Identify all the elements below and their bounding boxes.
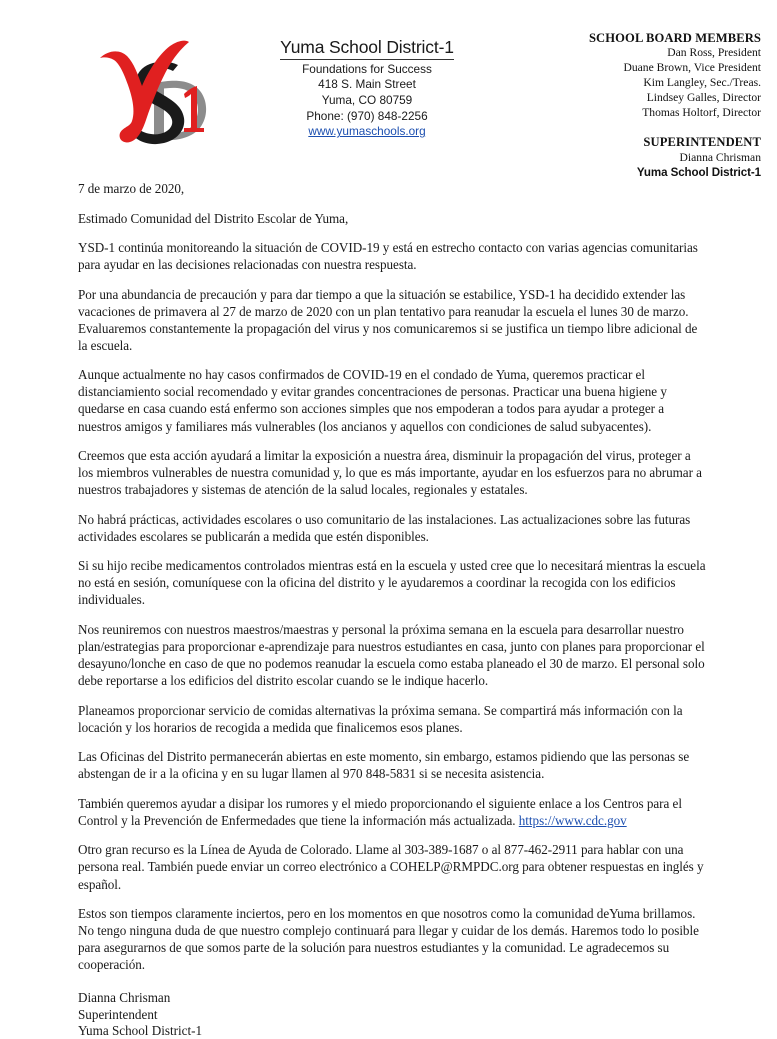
district-title: Yuma School District-1 [280, 38, 454, 60]
letter-body [78, 180, 706, 1039]
letter-paragraph: No habrá prácticas, actividades escolares o uso comunitario de las instalaciones. Las actualizaciones sobre las futuras actividades escolares se publicarán a medida que estén disponibles. [78, 511, 691, 544]
letter-paragraph: Por una abundancia de precaución y para dar tiempo a que la situación se estabilice, YSD-1 ha decidido extender las vacaciones de primavera al 27 de marzo de 2020 con un plan tentativo para reanudar la escuela el lunes 30 de marzo. Evaluaremos constantemente la propagación del virus y nos comunicaremos si se justifica un tiempo libre adicional de la escuela. [78, 286, 698, 353]
letter-paragraph: Aunque actualmente no hay casos confirmados de COVID-19 en el condado de Yuma, queremos practicar el distanciamiento social recomendado y evitar grandes concentraciones de personas. Practicar una buena higiene y quedarse en casa cuando está enfermo son acciones simples que nos empoderan a todos para ayudar a proteger a nuestros amigos y familiares más vulnerables (los ancianos y aquellos con condiciones de salud subyacentes). [78, 367, 667, 434]
letter-paragraph: Si su hijo recibe medicamentos controlados mientras está en la escuela y usted cree que lo necesitará mientras la escuela no está en sesión, comuníquese con la oficina del distrito y le ayudaremos a coordinar la recogida con los edificios individuales. [78, 558, 706, 608]
letter-paragraph-cdc [78, 795, 706, 829]
superintendent-name: Dianna Chrisman [679, 151, 761, 165]
board-member: Dan Ross, President [667, 46, 761, 60]
letter-paragraph: YSD-1 continúa monitoreando la situación de COVID-19 y está en estrecho contacto con varias agencias comunitarias para ayudar en las decisiones relacionadas con nuestra respuesta. [78, 240, 698, 273]
signature-district: Yuma School District-1 [78, 1023, 203, 1039]
district-city-state-zip: Yuma, CO 80759 [321, 92, 413, 107]
district-street: 418 S. Main Street [318, 77, 416, 92]
signature-block [78, 990, 706, 1039]
superintendent-heading: SUPERINTENDENT [643, 134, 761, 149]
letter-paragraph: Estos son tiempos claramente inciertos, pero en los momentos en que nosotros como la comunidad deYuma brillamos. No tengo ninguna duda de que nuestro complejo continuará para llegar y cuidar de los demás. Haremos todo lo posible para asegurarnos de que somos parte de la solución para nuestros estudiantes y la comunidad. Le agradecemos su cooperación. [78, 906, 699, 973]
board-member: Lindsey Galles, Director [646, 90, 761, 104]
board-members-heading: SCHOOL BOARD MEMBERS [588, 31, 761, 45]
cdc-paragraph-text: También queremos ayudar a disipar los rumores y el miedo proporcionando el siguiente enlace a los Centros para el Control y la Prevención de Enfermedades que tiene la información más actualizada. [78, 795, 682, 828]
board-members-block [511, 30, 761, 181]
signature-name: Dianna Chrisman [78, 990, 171, 1006]
district-phone: Phone: (970) 848-2256 [306, 108, 428, 123]
board-member: Kim Langley, Sec./Treas. [643, 76, 761, 90]
signature-title: Superintendent [78, 1006, 158, 1022]
letter-salutation: Estimado Comunidad del Distrito Escolar de Yuma, [78, 210, 349, 226]
superintendent-district: Yuma School District-1 [636, 166, 761, 180]
cdc-website-link[interactable]: https://www.cdc.gov [518, 812, 627, 828]
letter-paragraph: Planeamos proporcionar servicio de comidas alternativas la próxima semana. Se compartirá más información con la locación y los horarios de recogida a medida que finalicemos esos planes. [78, 702, 683, 735]
ysd1-monogram-logo [92, 28, 232, 150]
letter-paragraph: Las Oficinas del Distrito permanecerán abiertas en este momento, sin embargo, estamos pidiendo que las personas se abstengan de ir a la oficina y en su lugar llamen al 970 848-5831 si se necesita asistencia. [78, 749, 690, 782]
letterhead [0, 0, 777, 180]
district-identity-block [243, 38, 491, 140]
letter-date: 7 de marzo de 2020, [78, 181, 185, 196]
board-member: Duane Brown, Vice President [623, 61, 761, 75]
letter-paragraph: Otro gran recurso es la Línea de Ayuda de Colorado. Llame al 303-389-1687 o al 877-462-2911 para hablar con una persona real. También puede enviar un correo electrónico a COHELP@RMPDC.org para obtener respuestas en inglés y español. [78, 842, 704, 892]
district-website-link[interactable]: www.yumaschools.org [308, 124, 426, 139]
letter-paragraph: Creemos que esta acción ayudará a limitar la exposición a nuestra área, disminuir la propagación del virus, proteger a los miembros vulnerables de nuestra comunidad y, lo que es más importante, ayudar en los esfuerzos para no abrumar a nuestros trabajadores y sistemas de atención de la salud locales, regionales y estatales. [78, 448, 702, 498]
board-member: Thomas Holtorf, Director [642, 105, 761, 119]
district-tagline: Foundations for Success [302, 61, 432, 76]
letter-paragraph: Nos reuniremos con nuestros maestros/maestras y personal la próxima semana en la escuela para desarrollar nuestro plan/estrategias para proporcionar e-aprendizaje para nuestros estudiantes en casa, junto con planes para proporcionar el desayuno/lonche en caso de que no podemos reanudar la escuela como estaba planeado el 30 de marzo. El personal solo debe reportarse a los edificios del distrito escolar cuando se le indique hacerlo. [78, 621, 705, 689]
